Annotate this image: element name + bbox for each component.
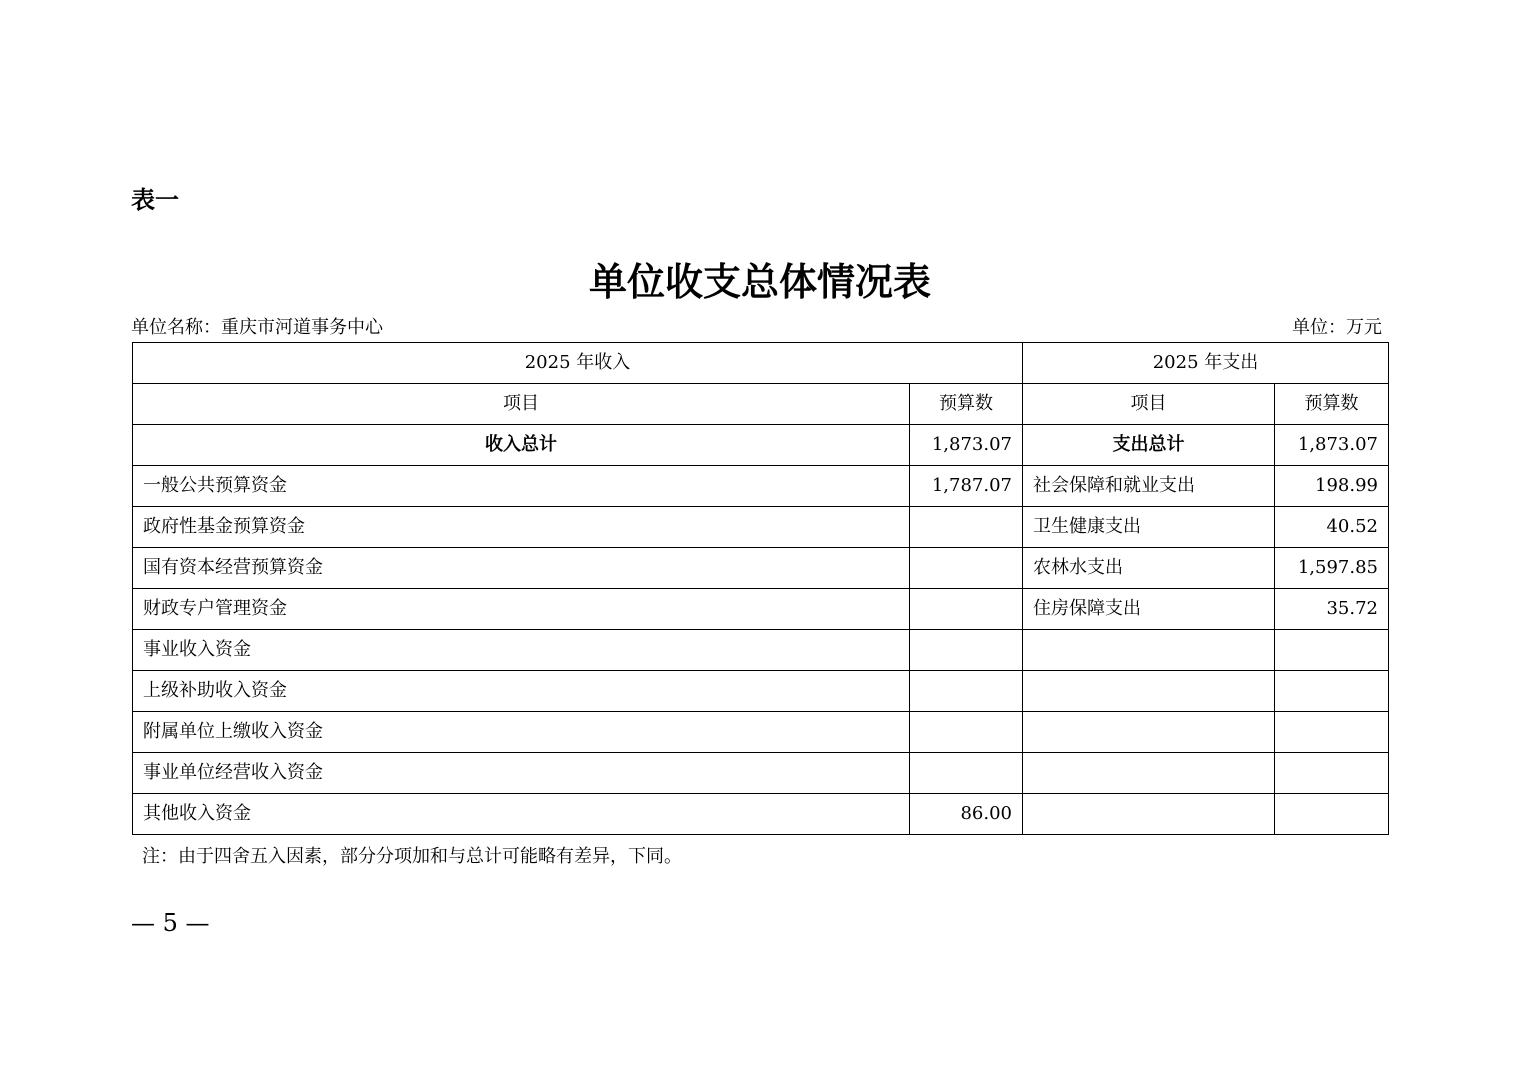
income-value [910, 507, 1023, 548]
page-number: — 5 — [131, 909, 210, 937]
expense-item: 社会保障和就业支出 [1023, 466, 1275, 507]
expense-item [1023, 671, 1275, 712]
expense-item: 住房保障支出 [1023, 589, 1275, 630]
income-item: 事业单位经营收入资金 [133, 753, 910, 794]
income-value [910, 671, 1023, 712]
income-item: 其他收入资金 [133, 794, 910, 835]
expense-value: 35.72 [1275, 589, 1389, 630]
table-label: 表一 [131, 186, 179, 214]
unit-name: 单位名称：重庆市河道事务中心 [131, 317, 383, 338]
expense-value [1275, 671, 1389, 712]
expense-value: 1,597.85 [1275, 548, 1389, 589]
expense-value [1275, 753, 1389, 794]
unit-of-measure: 单位：万元 [1292, 317, 1382, 338]
income-section-header: 2025 年收入 [133, 343, 1023, 384]
expense-value [1275, 630, 1389, 671]
expense-item [1023, 753, 1275, 794]
footnote: 注：由于四舍五入因素，部分分项加和与总计可能略有差异，下同。 [142, 846, 682, 867]
income-total-value: 1,873.07 [910, 425, 1023, 466]
income-value [910, 630, 1023, 671]
income-budget-header: 预算数 [910, 384, 1023, 425]
table-row [133, 712, 1389, 753]
section-header-row [133, 343, 1389, 384]
expense-item: 农林水支出 [1023, 548, 1275, 589]
table-row [133, 630, 1389, 671]
income-value: 1,787.07 [910, 466, 1023, 507]
income-value [910, 753, 1023, 794]
expense-section-header: 2025 年支出 [1023, 343, 1389, 384]
table-row [133, 548, 1389, 589]
expense-item [1023, 712, 1275, 753]
table-row [133, 466, 1389, 507]
expense-item [1023, 630, 1275, 671]
expense-total-label: 支出总计 [1023, 425, 1275, 466]
expense-value [1275, 712, 1389, 753]
expense-total-value: 1,873.07 [1275, 425, 1389, 466]
expense-item [1023, 794, 1275, 835]
expense-value: 198.99 [1275, 466, 1389, 507]
income-item: 政府性基金预算资金 [133, 507, 910, 548]
budget-table [132, 342, 1389, 835]
income-item: 事业收入资金 [133, 630, 910, 671]
table-row [133, 671, 1389, 712]
table-row [133, 794, 1389, 835]
expense-budget-header: 预算数 [1275, 384, 1389, 425]
income-item: 上级补助收入资金 [133, 671, 910, 712]
expense-item-header: 项目 [1023, 384, 1275, 425]
meta-row [131, 315, 1382, 341]
income-item: 一般公共预算资金 [133, 466, 910, 507]
expense-value: 40.52 [1275, 507, 1389, 548]
table-row [133, 589, 1389, 630]
income-item-header: 项目 [133, 384, 910, 425]
totals-row [133, 425, 1389, 466]
income-value: 86.00 [910, 794, 1023, 835]
income-item: 附属单位上缴收入资金 [133, 712, 910, 753]
income-item: 国有资本经营预算资金 [133, 548, 910, 589]
table-row [133, 753, 1389, 794]
income-value [910, 548, 1023, 589]
expense-item: 卫生健康支出 [1023, 507, 1275, 548]
income-value [910, 589, 1023, 630]
table-row [133, 507, 1389, 548]
income-value [910, 712, 1023, 753]
income-total-label: 收入总计 [133, 425, 910, 466]
page-title: 单位收支总体情况表 [588, 259, 931, 304]
income-item: 财政专户管理资金 [133, 589, 910, 630]
column-header-row [133, 384, 1389, 425]
expense-value [1275, 794, 1389, 835]
